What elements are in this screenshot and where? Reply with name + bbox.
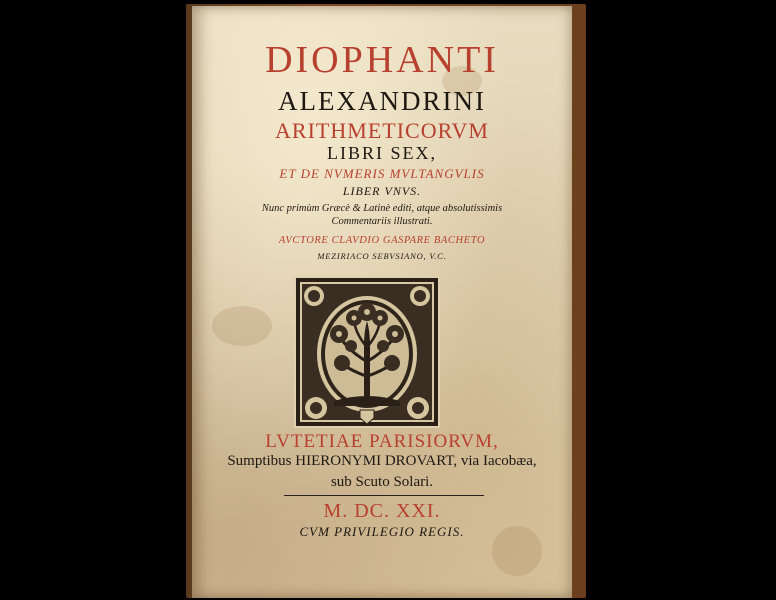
publication-year: M. DC. XXI. [323, 500, 441, 522]
author-name-line-2: ALEXANDRINI [278, 86, 486, 116]
subtitle: ET DE NVMERIS MVLTANGVLIS [279, 166, 485, 181]
title-page [192, 6, 572, 598]
publisher-line-2: sub Scuto Solari. [330, 474, 434, 490]
subtitle-2: LIBER VNVS. [342, 184, 422, 198]
author-name-line-1: DIOPHANTI [265, 39, 499, 81]
editor-line-2: MEZIRIACO SEBVSIANO, V.C. [317, 251, 447, 261]
edition-note-line-1: Nunc primùm Græcè & Latinè editi, atque absolutissimis [261, 203, 503, 214]
publisher-line-1: Sumptibus HIERONYMI DROVART, via Iacobæa, [227, 453, 537, 469]
divider-rule [284, 495, 484, 496]
printers-device-woodcut-icon [294, 276, 440, 428]
work-title: ARITHMETICORVM [275, 118, 489, 143]
paper-stain [212, 306, 272, 346]
books-count: LIBRI SEX, [327, 143, 437, 163]
royal-privilege: CVM PRIVILEGIO REGIS. [299, 524, 465, 539]
editor-line-1: AVCTORE CLAVDIO GASPARE BACHETO [278, 235, 486, 246]
edition-note-line-2: Commentariis illustrati. [331, 216, 433, 227]
place-of-publication: LVTETIAE PARISIORVM, [265, 431, 499, 452]
